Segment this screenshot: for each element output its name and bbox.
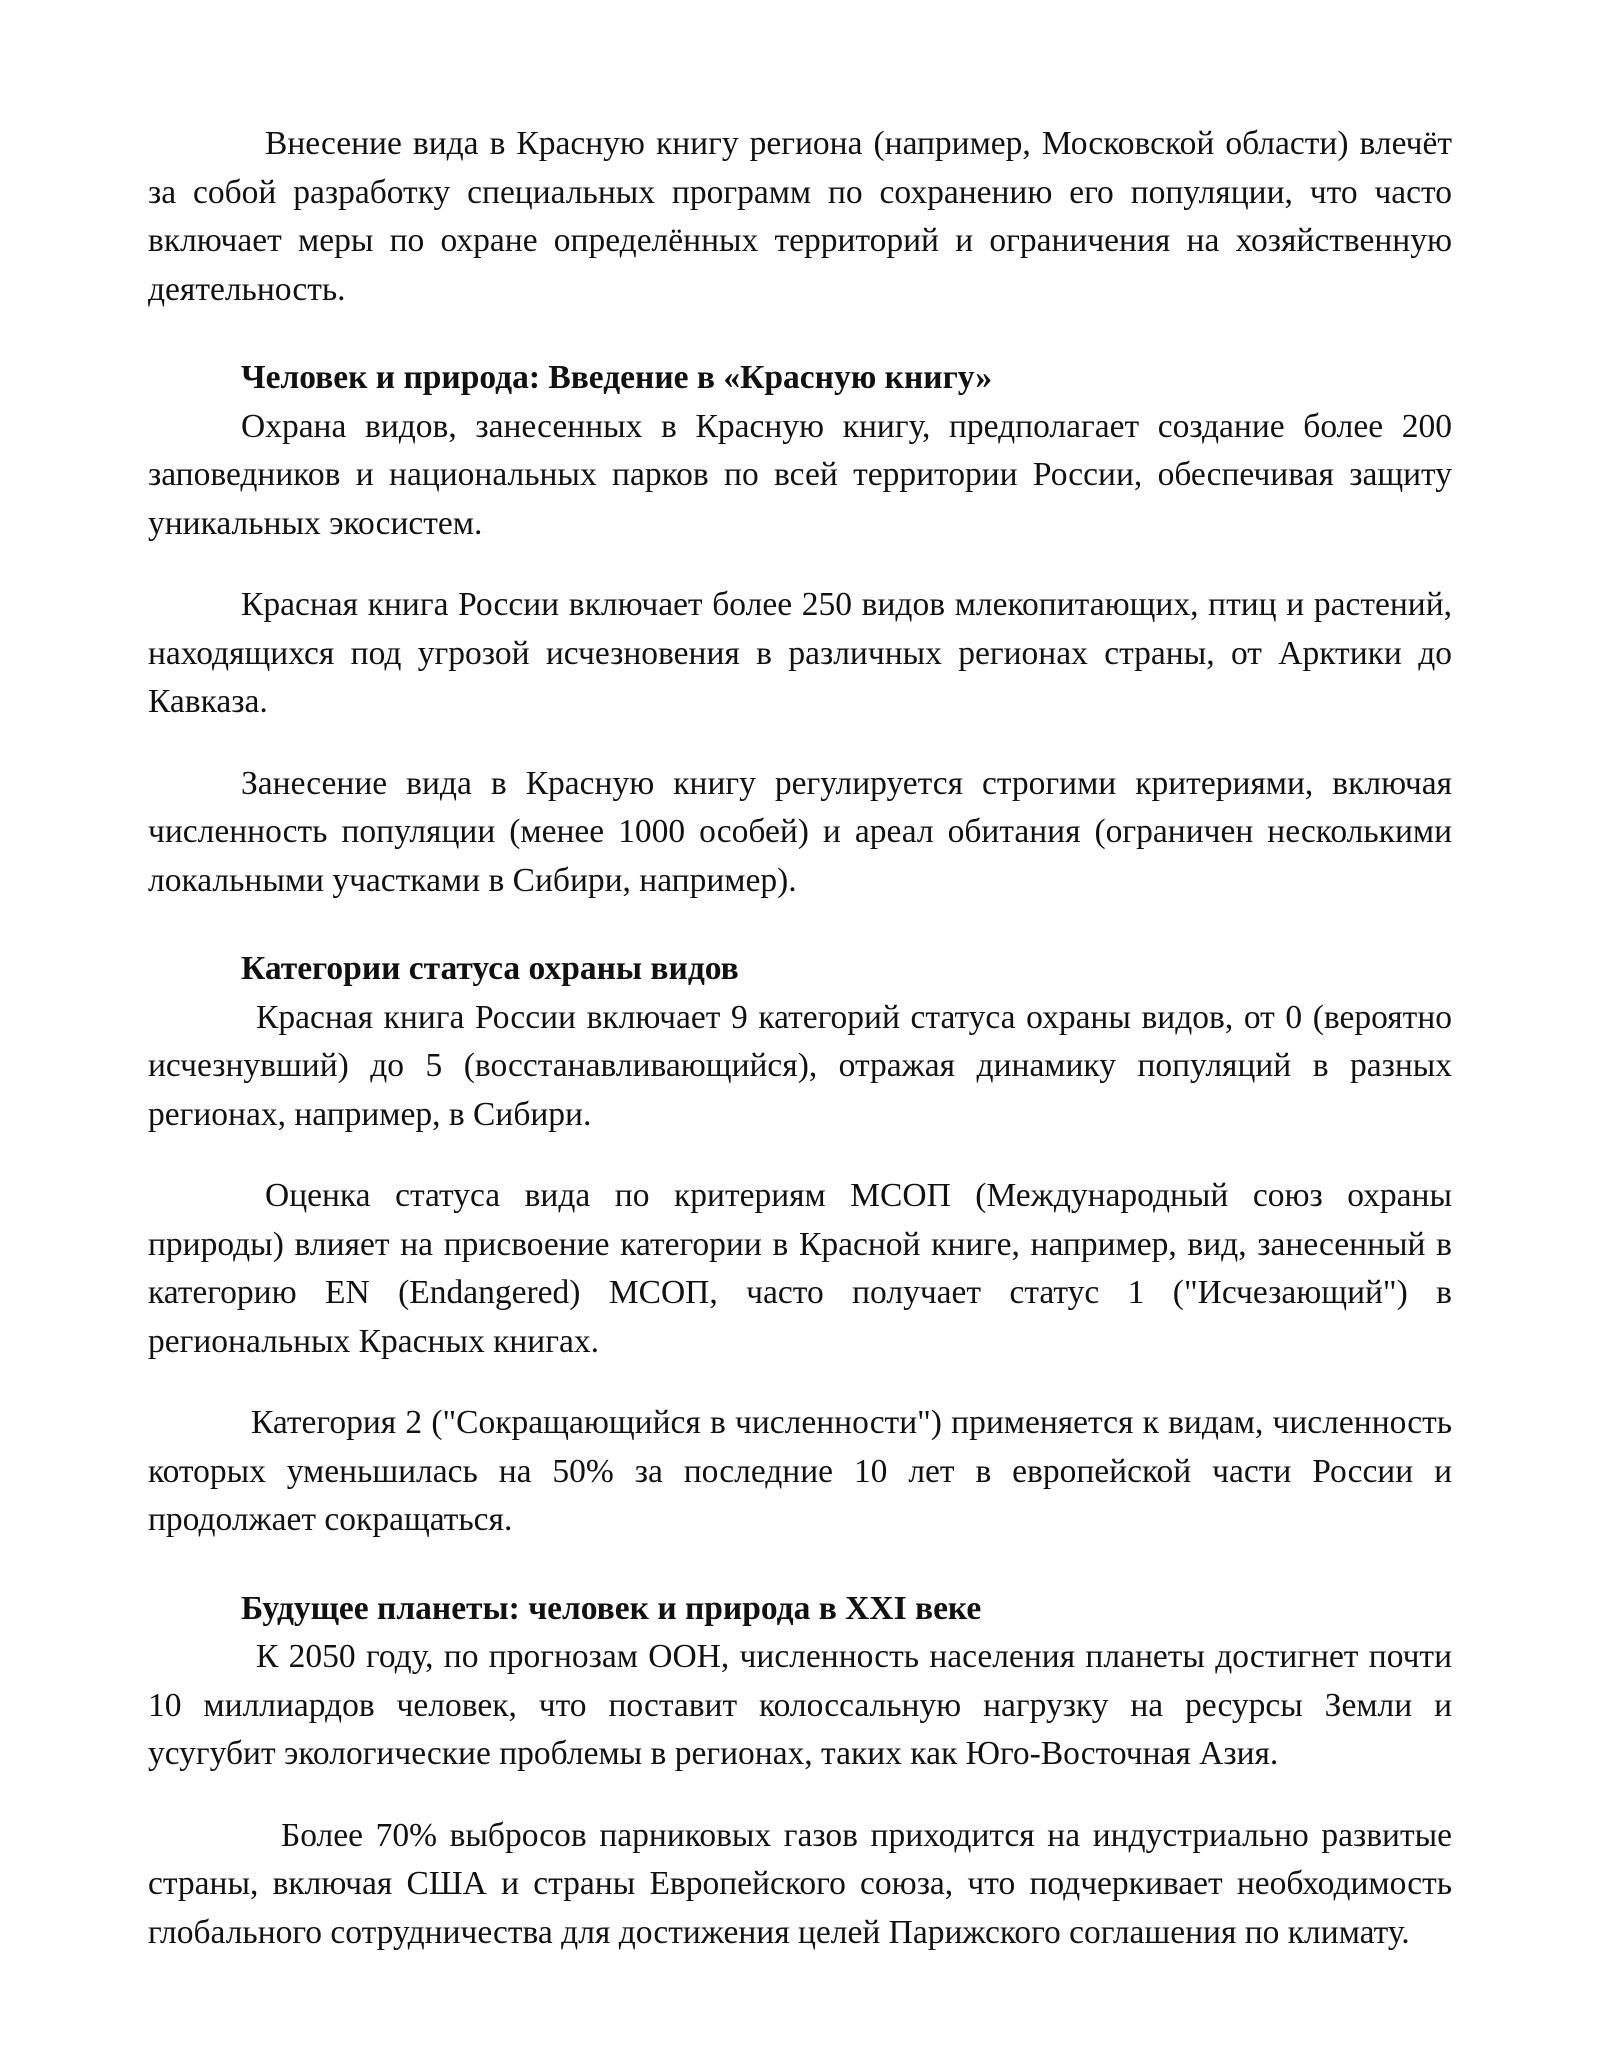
paragraph-red-book-region: Внесение вида в Красную книгу региона (например, Московской области) влечёт за собой разработку специальных программ по сохранению его популяции, что часто включает меры по охране определённых территорий и ограничения на хозяйственную деятельность. bbox=[148, 125, 1452, 308]
paragraph-species-count: Красная книга России включает более 250 видов млекопитающих, птиц и растений, находящихся под угрозой исчезновения в различных регионах страны, от Арктики до Кавказа. bbox=[148, 586, 1452, 720]
heading-status-categories: Категории статуса охраны видов bbox=[241, 950, 739, 987]
heading-future-planet: Будущее планеты: человек и природа в XXI веке bbox=[241, 1589, 982, 1627]
paragraph-population-2050: К 2050 году, по прогнозам ООН, численность населения планеты достигнет почти 10 миллиардов человек, что поставит колоссальную нагрузку на ресурсы Земли и усугубит экологические проблемы в регионах, таких как Юго-Восточная Азия. bbox=[148, 1638, 1452, 1772]
document-page bbox=[148, 120, 1452, 1957]
paragraph-iucn: Оценка статуса вида по критериям МСОП (Международный союз охраны природы) влияет на присвоение категории в Красной книге, например, вид, занесенный в категорию EN (Endangered) МСОП, часто получает статус 1 ("Исчезающий") в региональных Красных книгах. bbox=[148, 1177, 1452, 1360]
heading-intro-red-book: Человек и природа: Введение в «Красную книгу» bbox=[241, 359, 993, 396]
paragraph-reserves: Охрана видов, занесенных в Красную книгу, предполагает создание более 200 заповедников и национальных парков по всей территории России, обеспечивая защиту уникальных экосистем. bbox=[148, 407, 1452, 542]
paragraph-nine-categories: Красная книга России включает 9 категорий статуса охраны видов, от 0 (вероятно исчезнувший) до 5 (восстанавливающийся), отражая динамику популяций в разных регионах, например, в Сибири. bbox=[148, 998, 1452, 1133]
paragraph-category-two: Категория 2 ("Сокращающийся в численности") применяется к видам, численность которых уменьшилась на 50% за последние 10 лет в европейской части России и продолжает сокращаться. bbox=[148, 1404, 1452, 1538]
paragraph-greenhouse-gases: Более 70% выбросов парниковых газов приходится на индустриально развитые страны, включая США и страны Европейского союза, что подчеркивает необходимость глобального сотрудничества для достижения целей Парижского соглашения по климату. bbox=[148, 1816, 1452, 1951]
paragraph-criteria: Занесение вида в Красную книгу регулируется строгими критериями, включая численность популяции (менее 1000 особей) и ареал обитания (ограничен несколькими локальными участками в Сибири, например). bbox=[148, 764, 1452, 899]
